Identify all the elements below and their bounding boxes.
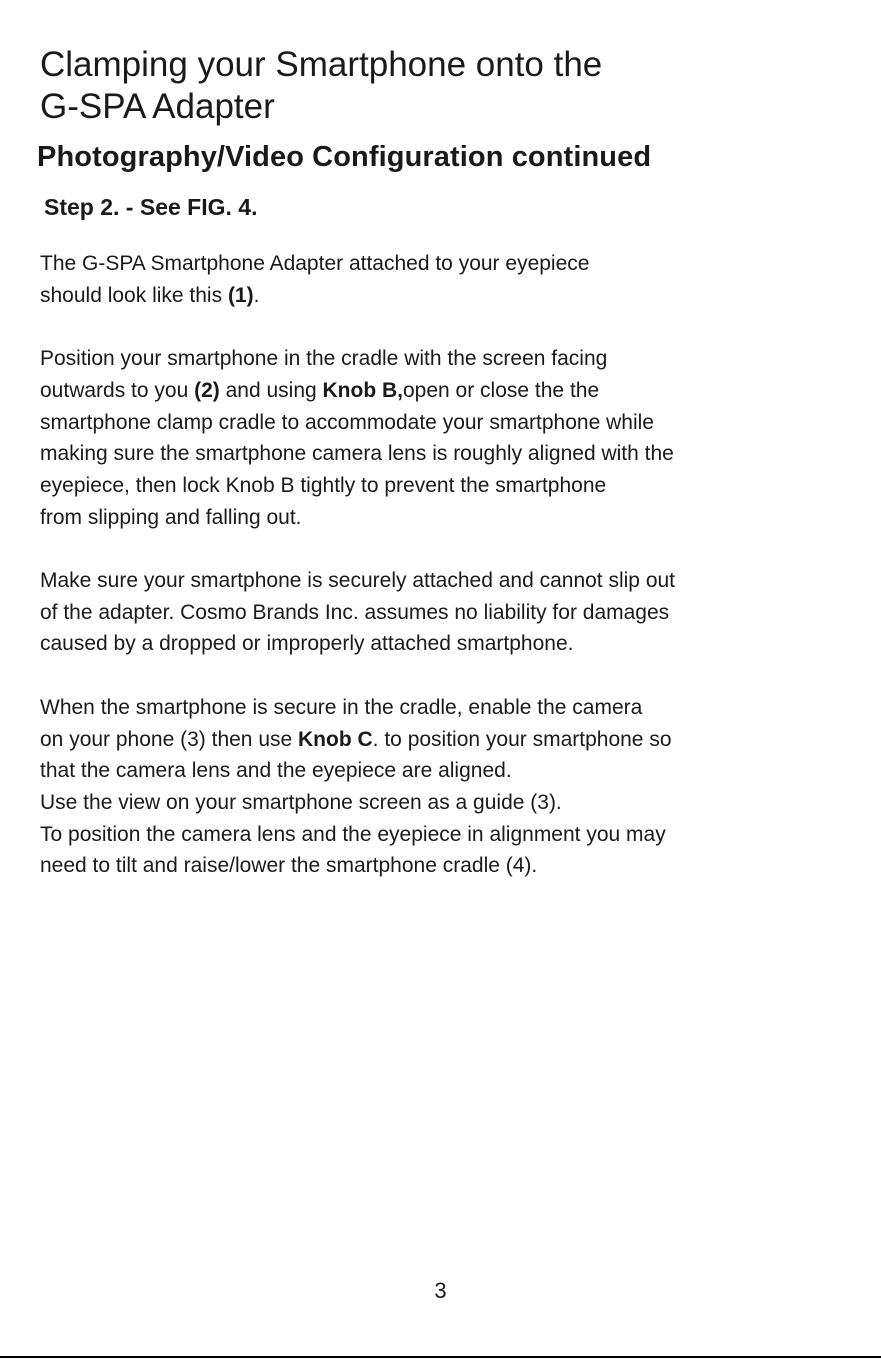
text-line: eyepiece, then lock Knob B tightly to prevent the smartphone — [40, 473, 607, 497]
text-line: Make sure your smartphone is securely attached and cannot slip out — [40, 569, 676, 592]
text-line: To position the camera lens and the eyepiece in alignment you may — [40, 822, 666, 846]
text-line: outwards to you (2) and using Knob B,open or close the the — [40, 378, 600, 402]
text-line: that the camera lens and the eyepiece are aligned. — [40, 759, 512, 783]
step-heading: Step 2. - See FIG. 4. — [44, 194, 258, 220]
figure-callout-2: (2) — [194, 378, 220, 402]
text-line: When the smartphone is secure in the cradle, enable the camera — [40, 695, 643, 719]
text-line: making sure the smartphone camera lens is roughly aligned with the — [40, 442, 674, 466]
paragraph-adapter-attached — [40, 248, 850, 311]
paragraph-align-camera — [40, 692, 850, 882]
text-line: caused by a dropped or improperly attached smartphone. — [40, 632, 574, 656]
text-line: smartphone clamp cradle to accommodate your smartphone while — [40, 410, 654, 434]
text-line: on your phone (3) then use Knob C. to position your smartphone so — [40, 727, 672, 751]
section-subtitle: Photography/Video Configuration continued — [37, 141, 652, 173]
text-line: Position your smartphone in the cradle with the screen facing — [40, 347, 608, 371]
page-title — [40, 44, 840, 128]
bottom-divider — [0, 1356, 881, 1358]
text-line: should look like this (1). — [40, 283, 260, 307]
paragraph-position-smartphone — [40, 343, 850, 533]
text-line: The G-SPA Smartphone Adapter attached to your eyepiece — [40, 252, 590, 275]
text-line: from slipping and falling out. — [40, 505, 302, 529]
page-number: 3 — [434, 1278, 447, 1303]
title-line-2: G-SPA Adapter — [40, 87, 275, 126]
text-line: need to tilt and raise/lower the smartphone cradle (4). — [40, 854, 538, 878]
text-line: Use the view on your smartphone screen as a guide (3). — [40, 790, 562, 814]
text-line: of the adapter. Cosmo Brands Inc. assumes no liability for damages — [40, 600, 670, 624]
instructions-body — [40, 248, 850, 882]
paragraph-liability-warning — [40, 565, 850, 660]
title-line-1: Clamping your Smartphone onto the — [40, 45, 603, 84]
knob-c-label: Knob C — [298, 727, 373, 751]
knob-b-label: Knob B, — [322, 378, 403, 402]
figure-callout-1: (1) — [227, 283, 254, 307]
